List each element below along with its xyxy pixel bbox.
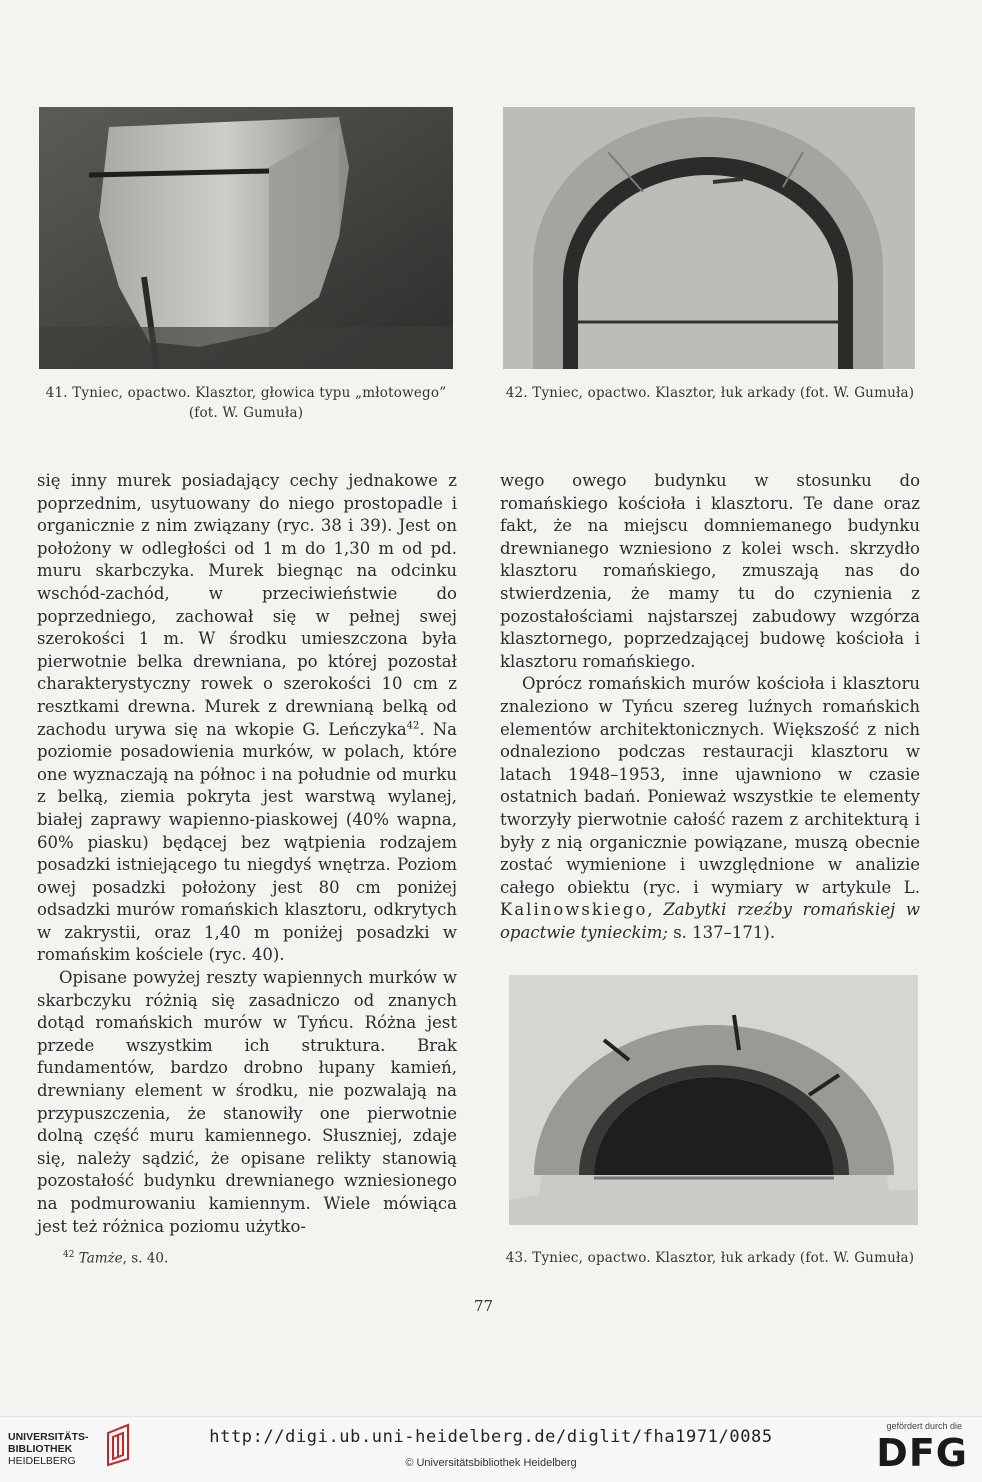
footnote-number: 42 [63, 1250, 75, 1260]
sponsor-label: gefördert durch die [886, 1421, 962, 1431]
library-line-2: BIBLIOTHEK [8, 1443, 73, 1455]
figure-41-photo [39, 107, 453, 369]
figure-41-caption-line2: (fot. W. Gumuła) [188, 405, 304, 421]
footnote-ref-42: 42 [406, 720, 420, 732]
footnote-42 [63, 1250, 168, 1267]
left-paragraph-1 [37, 470, 457, 967]
left-paragraph-1-text-a: się inny murek posiadający cechy jednakowe z poprzednim, usytuowany do niego prostopadle i organicznie z nim związany (ryc. 38 i 39). Jest on położony w odległości od 1 m do 1,30 m od pd. muru skarbczyka. Murek biegnąc na odcinku wschód-zachód, w przeciwieństwie do poprzedniego, zachował się w pełnej swej szerokości 1 m. W środku umieszczona była pierwotnie belka drewniana, po której pozostał charakterystyczny rowek o szerokości 10 cm z resztkami drewna. Murek z drewnianą belką od zachodu urywa się na wkopie G. Leńczyka [37, 471, 457, 739]
figure-41-caption [30, 383, 462, 423]
figure-43-caption-line1: 43. Tyniec, opactwo. Klasztor, łuk arkady (fot. W. Gumuła) [505, 1250, 915, 1266]
separator: , [647, 900, 664, 920]
figure-42-photo [503, 107, 915, 369]
citation-pages: s. 137–171). [667, 922, 776, 942]
figure-42-caption-line1: 42. Tyniec, opactwo. Klasztor, łuk arkady (fot. W. Gumuła) [505, 385, 915, 401]
left-column [37, 470, 457, 1238]
library-line-3: HEIDELBERG [8, 1455, 76, 1467]
author-name: Kalinowskiego [500, 900, 648, 920]
copyright-notice: © Universitätsbibliothek Heidelberg [405, 1457, 577, 1469]
right-paragraph-2-text: Oprócz romańskich murów kościoła i klasztoru znaleziono w Tyńcu szereg luźnych romańskich elementów architektonicznych. Większość z nich odnaleziono podczas restauracji klasztoru w latach 1948–1953, inne ujawniono w czasie ostatnich badań. Ponieważ wszystkie te elementy tworzyły pierwotnie całość razem z architekturą i były z nią organicznie powiązane, muszą obecnie zostać wymienione i uwzględnione w analizie całego obiektu (ryc. i wymiary w artykule L. [500, 674, 920, 897]
right-paragraph-2 [500, 673, 920, 944]
page-number: 77 [474, 1297, 494, 1315]
cited-title: Zabytki rzeźby romańskiej w opactwie tynieckim; [500, 900, 920, 942]
footnote-rest: , s. 40. [122, 1250, 169, 1267]
right-column [500, 470, 920, 944]
footnote-source: Tamże [78, 1250, 123, 1267]
footer-bar [0, 1416, 982, 1482]
figure-43-photo [509, 975, 918, 1225]
left-paragraph-1-text-b: . Na poziomie posadowienia murków, w polach, które one wyznaczają na północ i na południe od murku z belką, ziemia pokryta jest warstwą wylanej, białej zaprawy wapienno-piaskowej (40% wapna, 60% piasku) będącej bez wątpienia rodzajem posadzki istniejącego tu niegdyś wnętrza. Poziom owej posadzki położony jest 80 cm poniżej odsadzki murów romańskich klasztoru, odkrytych w zakrystii, oraz 1,40 m poniżej posadzki w romańskim kościele (ryc. 40). [37, 719, 457, 965]
library-line-1: UNIVERSITÄTS- [8, 1431, 89, 1443]
right-paragraph-1: wego owego budynku w stosunku do romańskiego kościoła i klasztoru. Te dane oraz fakt, że na miejscu domniemanego budynku drewnianego wzniesiono z kolei wsch. skrzydło klasztoru romańskiego, zmuszają nas do stwierdzenia, że mamy tu do czynienia z pozostałościami najstarszej zabudowy wzgórza klasztornego, poprzedzającej budowę kościoła i klasztoru romańskiego. [500, 471, 920, 671]
dfg-logo: DFG [876, 1431, 968, 1475]
figure-43-caption [495, 1248, 925, 1268]
permalink-url[interactable]: http://digi.ub.uni-heidelberg.de/diglit/fha1971/0085 [209, 1427, 773, 1447]
left-paragraph-2: Opisane powyżej reszty wapiennych murków w skarbczyku różnią się zasadniczo od znanych dotąd romańskich murów w Tyńcu. Różna jest przede wszystkim ich struktura. Brak fundamentów, bardzo drobno łupany kamień, drewniany element w środku, nie pozwalają na przypuszczenia, że stanowiły one pierwotnie dolną część muru kamiennego. Słuszniej, zdaje się, należy sądzić, że opisane relikty stanowią pozostałość budynku drewnianego wzniesionego na podmurowaniu kamiennym. Wiele mówiąca jest też różnica poziomu użytko- [37, 968, 457, 1236]
figure-41-caption-line1: 41. Tyniec, opactwo. Klasztor, głowica typu „młotowego” [45, 385, 447, 401]
figure-42-caption [495, 383, 925, 403]
